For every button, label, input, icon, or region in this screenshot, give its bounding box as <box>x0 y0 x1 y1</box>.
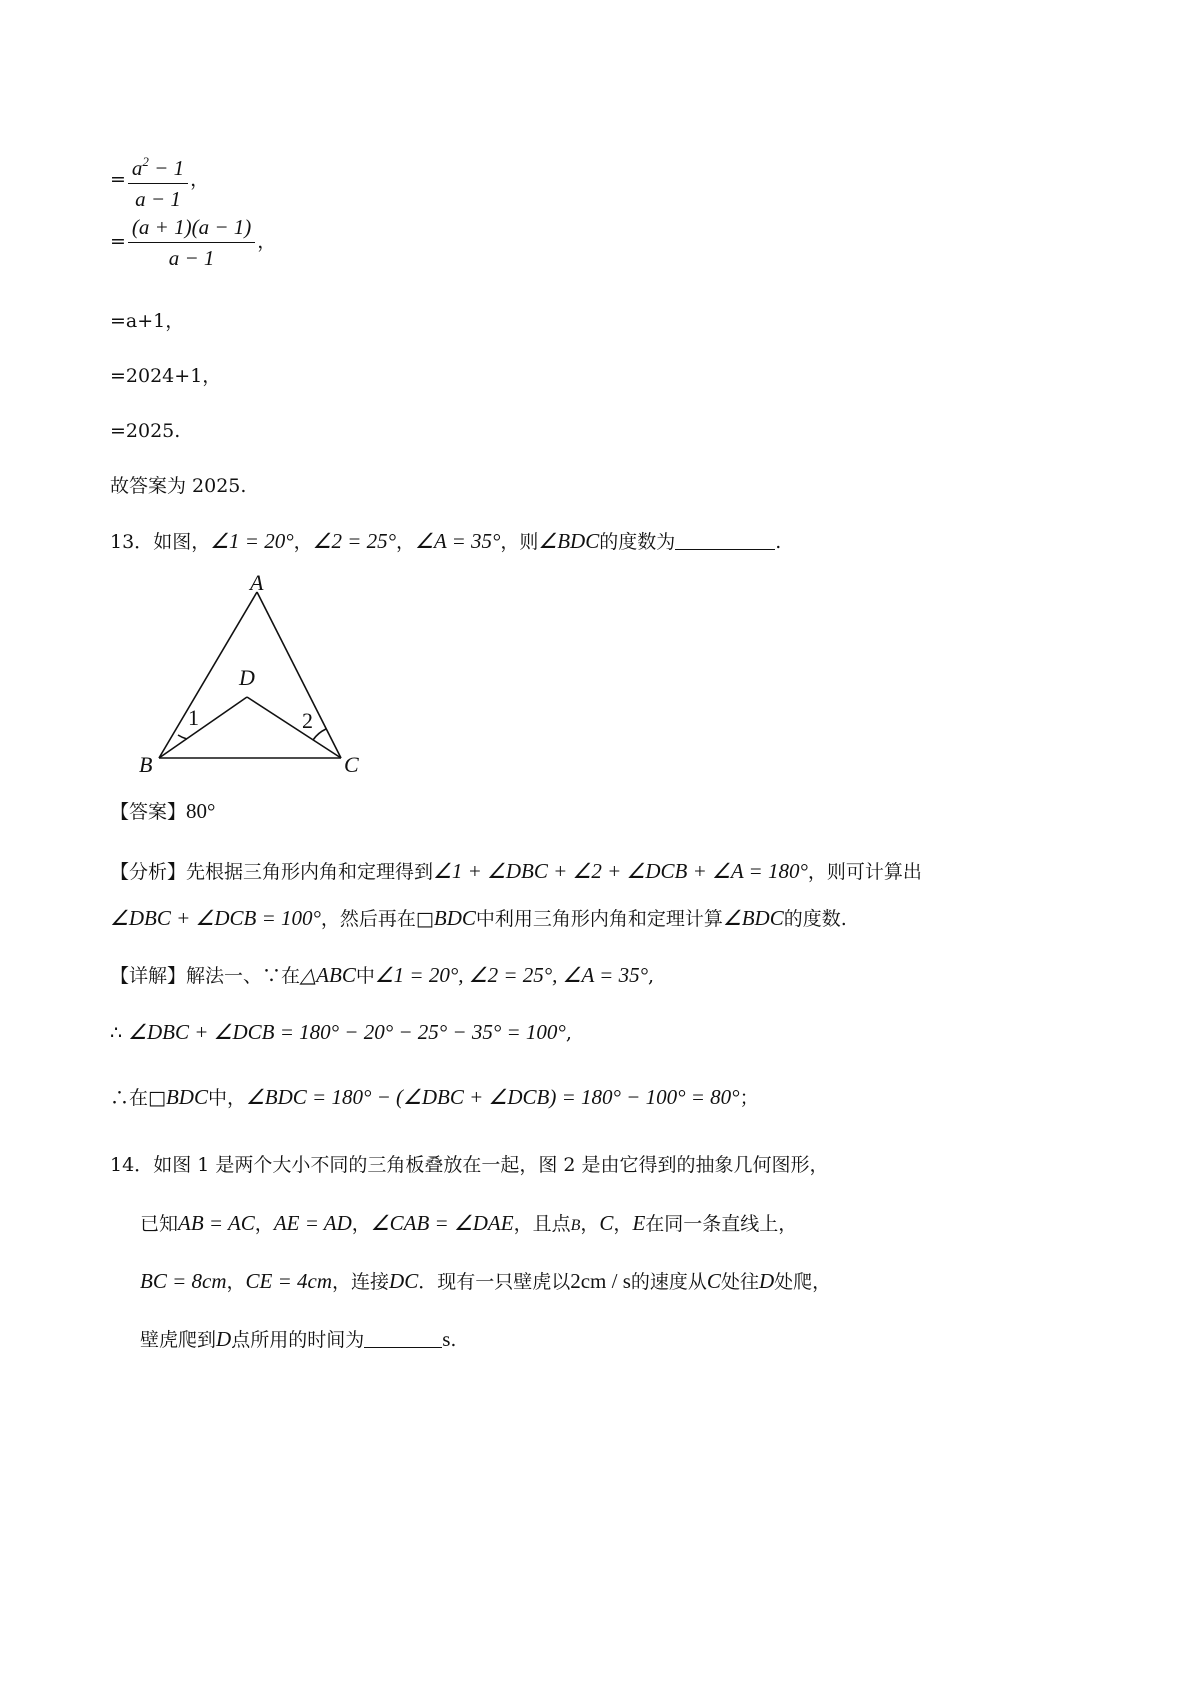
answer-line: 【答案】80° <box>110 799 216 823</box>
fraction-1: $\frac{a^2 - 1}{a - 1}$ <box>128 150 188 211</box>
edge-bd <box>159 697 247 758</box>
edge-dc <box>247 697 341 758</box>
step4: =2024+1， <box>110 365 222 387</box>
step1: = $\frac{a^2 - 1}{a - 1}$ ， <box>110 150 209 211</box>
answer-blank-14 <box>364 1329 442 1348</box>
q14-line-1: 14．如图 1 是两个大小不同的三角板叠放在一起，图 2 是由它得到的抽象几何图形， <box>110 1154 829 1176</box>
q14-line-4: 壁虎爬到D点所用的时间为 s. <box>140 1327 457 1351</box>
label-c: C <box>344 752 359 777</box>
q13-stem: 13．如图，∠1 = 20°，∠2 = 25°，∠A = 35°，则∠BDC的度数为 . <box>110 529 782 553</box>
q14-line-2: 已知AB = AC，AE = AD，∠CAB = ∠DAE，且点B，C，E在同一条直线上， <box>140 1211 798 1235</box>
label-b: B <box>139 752 153 777</box>
label-d: D <box>239 665 255 690</box>
label-angle-1: 1 <box>188 705 199 730</box>
detail-line-3: ∴在□BDC中，∠BDC = 180° − (∠DBC + ∠DCB) = 180° − 100° = 80°； <box>110 1085 759 1109</box>
edge-ac <box>257 592 341 758</box>
answer-blank <box>675 531 775 550</box>
angle-1-arc <box>178 735 187 739</box>
analysis-line-1: 【分析】先根据三角形内角和定理得到∠1 + ∠DBC + ∠2 + ∠DCB + ∠A = 180°，则可计算出 <box>110 859 922 883</box>
analysis-line-2: ∠DBC + ∠DCB = 100°，然后再在□BDC中利用三角形内角和定理计算∠BDC的度数. <box>110 906 847 930</box>
q14-line-3: BC = 8cm，CE = 4cm，连接DC．现有一只壁虎以2cm / s的速度从C处往D处爬， <box>140 1269 832 1293</box>
fraction-2: $\frac{(a + 1)(a - 1)}{a - 1}$ <box>128 215 255 270</box>
triangle-figure <box>135 570 375 780</box>
label-a: A <box>250 570 264 595</box>
label-angle-2: 2 <box>302 708 313 733</box>
step5: =2025. <box>110 420 181 442</box>
conclusion: 故答案为 2025. <box>110 475 247 497</box>
step3: =a+1， <box>110 310 185 332</box>
detail-line-2: ∴ ∠DBC + ∠DCB = 180° − 20° − 25° − 35° = 100°, <box>110 1020 572 1044</box>
step2: = $\frac{(a + 1)(a - 1)}{a - 1}$ ， <box>110 215 277 270</box>
detail-line-1: 【详解】解法一、∵在△ABC中∠1 = 20°, ∠2 = 25°, ∠A = 35°, <box>110 963 655 987</box>
angle-2-arc <box>313 729 326 740</box>
